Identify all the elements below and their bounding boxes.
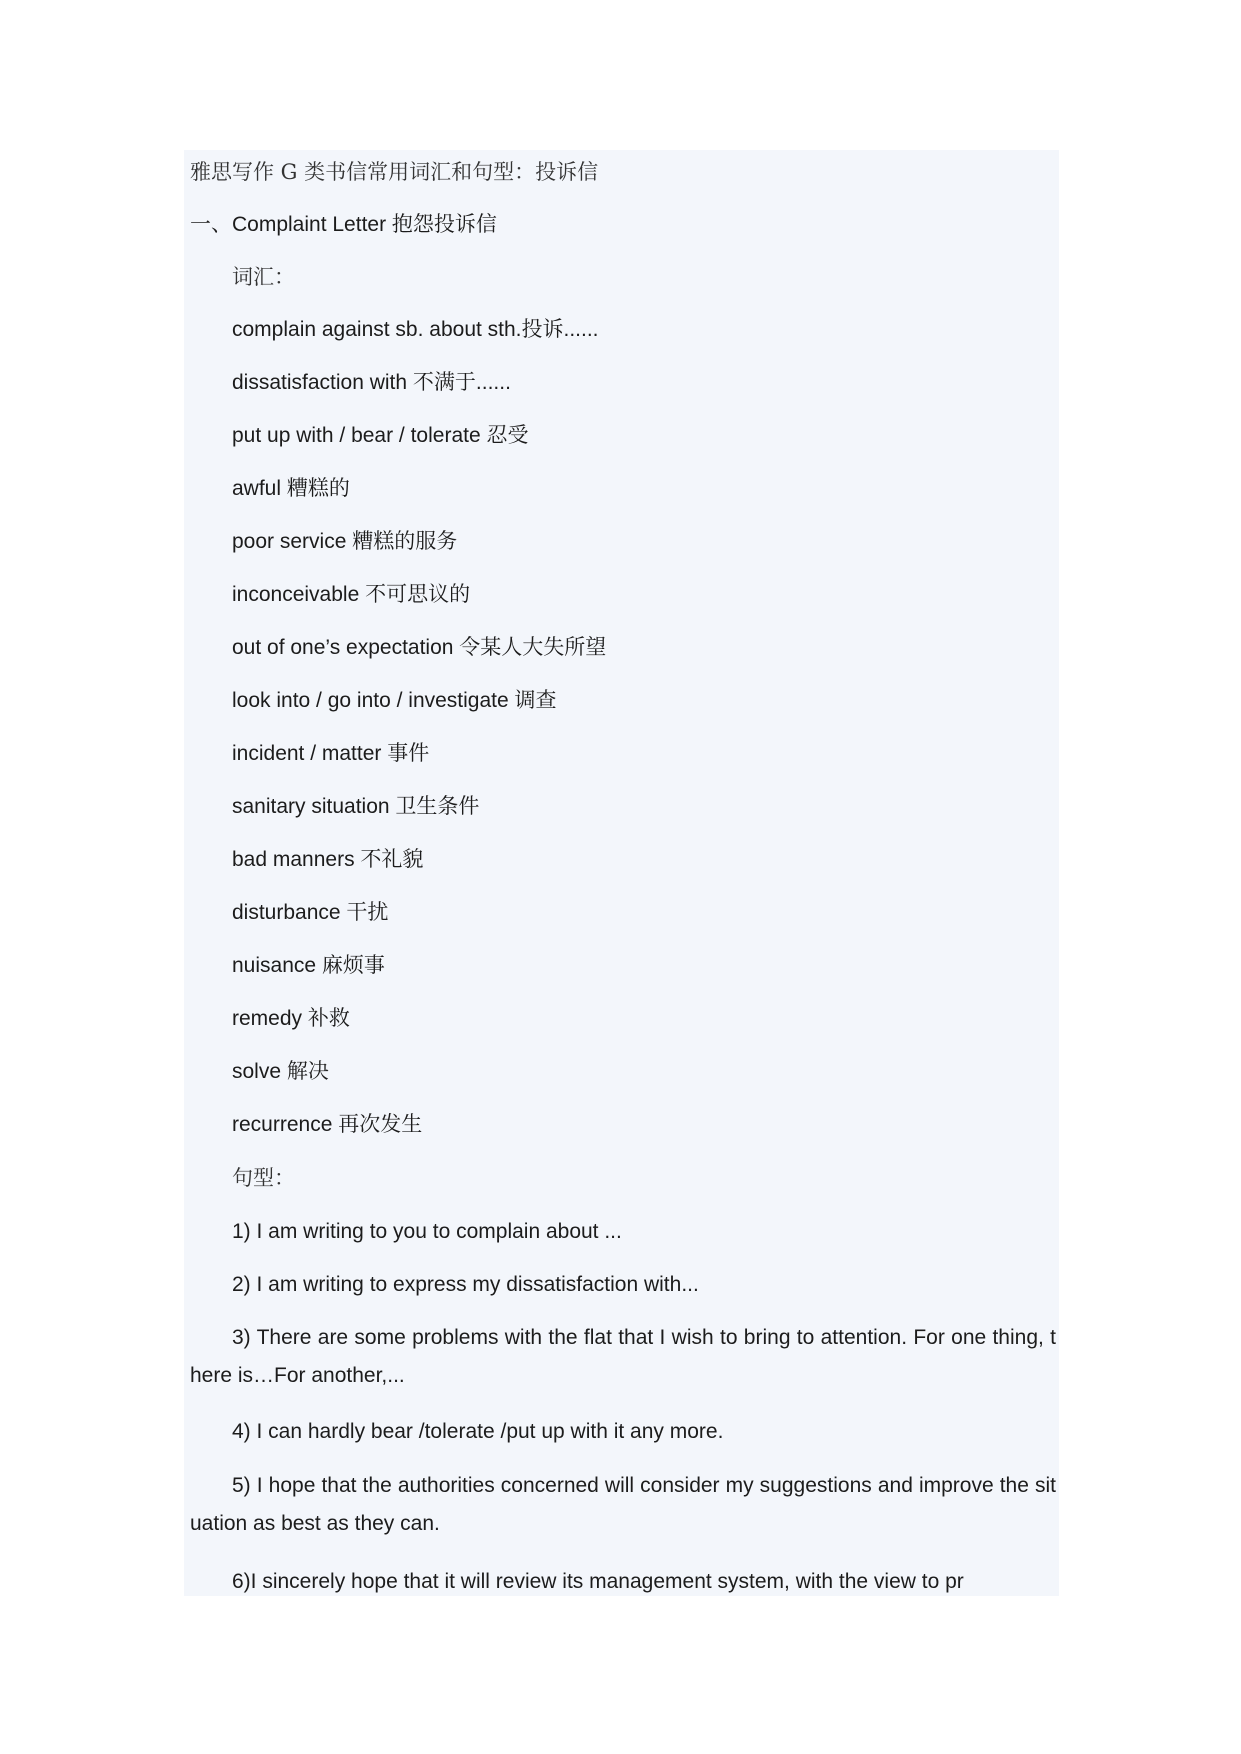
vocab-item: poor service 糟糕的服务 [232, 530, 458, 553]
sentence-item: 3) There are some problems with the flat that I wish to bring to attention. For one thing, there is…For another,... [190, 1326, 1056, 1387]
sentence-item: 4) I can hardly bear /tolerate /put up with it any more. [232, 1420, 724, 1443]
vocab-item: nuisance 麻烦事 [232, 954, 385, 977]
vocab-item: bad manners 不礼貌 [232, 848, 424, 871]
sentence-item: 6)I sincerely hope that it will review its management system, with the view to pr [232, 1570, 964, 1593]
vocab-item: look into / go into / investigate 调查 [232, 689, 557, 712]
vocab-item: dissatisfaction with 不满于...... [232, 371, 511, 394]
sentence-item: 2) I am writing to express my dissatisfaction with... [232, 1273, 699, 1296]
vocab-item: disturbance 干扰 [232, 901, 389, 924]
vocab-label: 词汇： [232, 265, 295, 289]
vocab-item: put up with / bear / tolerate 忍受 [232, 424, 529, 447]
vocab-item: out of one’s expectation 令某人大失所望 [232, 636, 607, 659]
page-title: 雅思写作 G 类书信常用词汇和句型：投诉信 [190, 160, 599, 184]
sentence-item: 5) I hope that the authorities concerned will consider my suggestions and improve the situation as best as they can. [190, 1474, 1056, 1535]
vocab-item: incident / matter 事件 [232, 742, 430, 765]
vocab-item: sanitary situation 卫生条件 [232, 795, 480, 818]
vocab-item: inconceivable 不可思议的 [232, 583, 471, 606]
vocab-item: complain against sb. about sth.投诉...... [232, 318, 599, 341]
sentence-label: 句型： [232, 1166, 295, 1190]
vocab-item: recurrence 再次发生 [232, 1113, 423, 1136]
vocab-item: awful 糟糕的 [232, 477, 350, 500]
vocab-item: remedy 补救 [232, 1007, 350, 1030]
vocab-item: solve 解决 [232, 1060, 329, 1083]
section-heading: 一、Complaint Letter 抱怨投诉信 [190, 213, 497, 236]
sentence-item: 1) I am writing to you to complain about ... [232, 1220, 622, 1243]
